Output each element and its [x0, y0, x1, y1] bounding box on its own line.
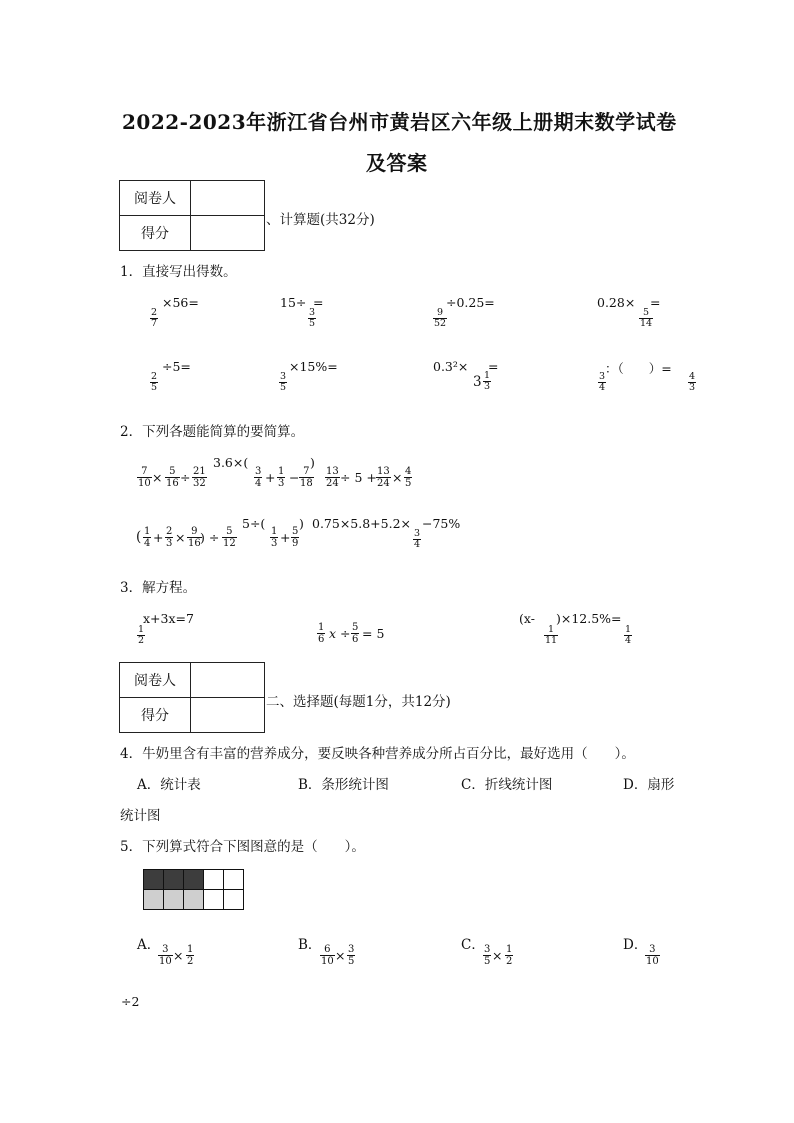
figure-cell [204, 870, 224, 890]
fraction: 3 5 [484, 944, 491, 967]
fraction: $\frac{3}{5}$ [280, 371, 287, 393]
fraction: $\frac{2}{5}$ [151, 371, 158, 393]
fraction: 1 4 [144, 526, 151, 549]
option-c[interactable]: C． [461, 937, 485, 953]
fraction: $\frac{3}{5}$ [309, 307, 316, 329]
operator: × [335, 948, 346, 963]
fraction: $\frac{3}{4}$ [599, 371, 606, 393]
fraction: $\frac{1}{11}$ [545, 624, 558, 646]
score-table-score-label: 得分 [120, 216, 191, 251]
figure-cell-shaded-dark [144, 870, 164, 890]
figure-cell-shaded-dark [184, 870, 204, 890]
fraction: $\frac{1}{3}$ [484, 370, 491, 392]
expression-text: 5÷( [242, 516, 266, 531]
fraction-figure [143, 869, 244, 910]
fraction: $\frac{9}{52}$ [434, 307, 447, 329]
figure-cell [204, 890, 224, 910]
expression-text: ÷0.25= [446, 295, 495, 310]
fraction: 1 3 [271, 526, 278, 549]
option-d-wrap: 统计图 [120, 808, 161, 824]
fraction: $\frac{1}{4}$ [625, 624, 632, 646]
equation-text: x+3x=7 [143, 611, 194, 626]
expression-text: 0.3²× [433, 359, 469, 374]
expression-text: 0.28× [597, 295, 636, 310]
figure-cell [224, 890, 244, 910]
fraction: 3 10 [159, 944, 172, 967]
option-a[interactable]: A．统计表 [137, 777, 201, 793]
fraction: 4 5 [405, 466, 412, 489]
score-table-score-cell[interactable] [191, 216, 265, 251]
question-2-label: 2．下列各题能简算的要简算。 [120, 424, 305, 440]
operator: × [152, 470, 163, 485]
operator: × [173, 948, 184, 963]
expression-text: 3.6×( [213, 455, 249, 470]
score-table [119, 662, 265, 733]
section-heading-calculation: 、计算题(共32分) [266, 212, 375, 228]
expression-text: = [313, 295, 324, 310]
page-title-line2: 及答案 [366, 151, 428, 175]
option-b[interactable]: B． [298, 937, 322, 953]
fraction: $\frac{1}{2}$ [138, 624, 145, 646]
fraction: 1 6 [318, 622, 325, 645]
operator: ) ÷ [200, 530, 220, 545]
fraction: 13 24 [326, 466, 339, 489]
figure-cell-shaded-light [184, 890, 204, 910]
expression-text: 0.75×5.8+5.2× [312, 516, 412, 531]
option-d[interactable]: D．扇形 [623, 777, 675, 793]
operator: × [392, 470, 403, 485]
fraction: $\frac{3}{4}$ [414, 528, 421, 550]
equation-text: (x- [519, 611, 535, 626]
question-4-label: 4．牛奶里含有丰富的营养成分，要反映各种营养成分所占百分比，最好选用（ ）。 [120, 746, 635, 762]
score-table-score-cell[interactable] [191, 698, 265, 733]
fraction: $\frac{5}{14}$ [640, 307, 653, 329]
score-table-grader-cell[interactable] [191, 181, 265, 216]
fraction: 3 10 [646, 944, 659, 967]
fraction: 7 18 [300, 466, 313, 489]
score-table-grader-cell[interactable] [191, 663, 265, 698]
figure-cell [224, 870, 244, 890]
expression-text: = [488, 359, 499, 374]
expression-text: ：（ ）= [605, 361, 672, 376]
fraction: 6 10 [321, 944, 334, 967]
fraction: 2 3 [166, 526, 173, 549]
fraction: 5 16 [166, 466, 179, 489]
operator: × [492, 948, 503, 963]
fraction: 7 10 [138, 466, 151, 489]
fraction: $\frac{2}{7}$ [151, 307, 158, 329]
fraction: 1 2 [506, 944, 513, 967]
page-title: 2022-2023年浙江省台州市黄岩区六年级上册期末数学试卷 [122, 110, 677, 134]
mixed-number-whole: 3 [473, 374, 482, 390]
expression-text: −75% [422, 516, 461, 531]
fraction: 9 16 [188, 526, 201, 549]
fraction: 21 32 [193, 466, 206, 489]
option-d[interactable]: D． [623, 937, 648, 953]
operator: × [175, 530, 186, 545]
operator: + [265, 470, 276, 485]
option-d-wrap: ÷2 [121, 994, 140, 1009]
section-heading-choice: 二、选择题(每题1分，共12分) [266, 694, 451, 710]
fraction: 3 4 [255, 466, 262, 489]
score-table-grader-label: 阅卷人 [120, 181, 191, 216]
fraction: 1 3 [278, 466, 285, 489]
expression-text: ) [310, 455, 315, 470]
score-table [119, 180, 265, 251]
expression-text: ×56= [162, 295, 199, 310]
operator: + [280, 530, 291, 545]
paren: ( [136, 529, 142, 545]
fraction: 5 12 [223, 526, 236, 549]
figure-cell-shaded-light [144, 890, 164, 910]
equation-text: )×12.5%= [556, 611, 622, 626]
expression-text: ÷5= [162, 359, 191, 374]
operator: − [289, 470, 300, 485]
equation-text: x ÷ [329, 626, 351, 641]
option-c[interactable]: C．折线统计图 [461, 777, 553, 793]
fraction: 13 24 [377, 466, 390, 489]
figure-cell-shaded-dark [164, 870, 184, 890]
equation-text: = 5 [362, 626, 385, 641]
operator: + [153, 530, 164, 545]
fraction: $\frac{4}{3}$ [689, 371, 696, 393]
score-table-score-label: 得分 [120, 698, 191, 733]
question-3-label: 3．解方程。 [120, 580, 197, 596]
expression-text: ×15%= [289, 359, 338, 374]
option-b[interactable]: B．条形统计图 [298, 777, 389, 793]
fraction: 5 9 [292, 526, 299, 549]
fraction: 5 6 [352, 622, 359, 645]
question-5-label: 5．下列算式符合下图图意的是（ ）。 [120, 839, 365, 855]
score-table-grader-label: 阅卷人 [120, 663, 191, 698]
fraction: 1 2 [187, 944, 194, 967]
expression-text: = [650, 295, 661, 310]
question-1-label: 1．直接写出得数。 [120, 264, 237, 280]
operator: ÷ [180, 470, 191, 485]
expression-text: ) [299, 516, 304, 531]
option-a[interactable]: A． [137, 937, 161, 953]
expression-text: 15÷ [280, 295, 307, 310]
fraction: 3 5 [348, 944, 355, 967]
figure-cell-shaded-light [164, 890, 184, 910]
operator: ÷ 5 + [340, 470, 377, 485]
